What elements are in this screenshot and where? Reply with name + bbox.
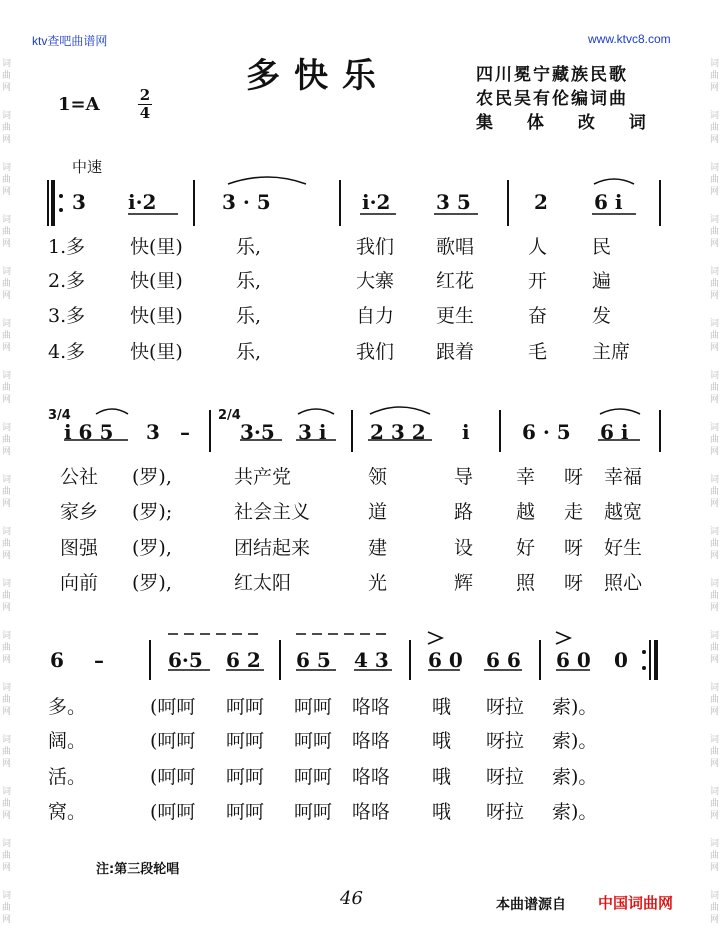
s2-v1-7: 呀 (564, 466, 584, 488)
s2-v2-6: 越 (516, 501, 536, 523)
side-watermark-glyph: 曲 (710, 903, 720, 913)
s2-v3-1: 图强 (60, 537, 99, 559)
side-watermark-glyph: 网 (710, 343, 720, 353)
side-watermark-glyph: 网 (2, 447, 12, 457)
side-watermark-glyph: 词 (2, 631, 12, 641)
side-watermark-glyph: 网 (710, 239, 720, 249)
side-watermark-glyph: 曲 (2, 227, 12, 237)
side-watermark-glyph: 曲 (710, 383, 720, 393)
side-watermark-glyph: 网 (710, 187, 720, 197)
side-watermark-glyph: 词 (710, 423, 720, 433)
s1-v1-2: 快(里) (130, 236, 183, 258)
s2-v2-1: 家乡 (60, 501, 99, 523)
side-watermark-glyph: 网 (710, 447, 720, 457)
s3-v1-3: 呵呵 (226, 696, 265, 718)
s1-note-7: 6 i (594, 190, 623, 214)
s2-v3-6: 好 (516, 537, 536, 559)
side-watermark-glyph: 曲 (710, 695, 720, 705)
side-watermark-glyph: 曲 (2, 279, 12, 289)
s1-v1-7: 民 (592, 236, 612, 258)
s2-v1-5: 导 (454, 466, 474, 488)
side-watermark-glyph: 词 (2, 59, 12, 69)
side-watermark-glyph: 曲 (710, 71, 720, 81)
s3-v1-6: 哦 (432, 696, 452, 718)
s3-v3-5: 咯咯 (352, 766, 391, 788)
s3-v3-6: 哦 (432, 766, 452, 788)
s1-v2-1: 2.多 (48, 270, 86, 292)
s3-v3-3: 呵呵 (226, 766, 265, 788)
s3-v4-5: 咯咯 (352, 801, 391, 823)
side-watermark-glyph: 曲 (2, 487, 12, 497)
s1-v1-6: 人 (528, 236, 548, 258)
s3-v3-2: (呵呵 (150, 766, 196, 788)
s3-note-10: 0 (614, 648, 628, 672)
s2-v3-2: (罗), (132, 537, 172, 559)
side-watermark-glyph: 词 (710, 267, 720, 277)
s3-note-9: 6 0 (556, 648, 591, 672)
side-watermark-glyph: 词 (710, 59, 720, 69)
side-watermark-glyph: 曲 (710, 331, 720, 341)
credit-line-3: 集 体 改 词 (476, 113, 660, 133)
side-watermark-glyph: 曲 (2, 435, 12, 445)
side-watermark-glyph: 词 (2, 683, 12, 693)
side-watermark-glyph: 网 (710, 915, 720, 925)
side-watermark-glyph: 曲 (2, 851, 12, 861)
key-signature: 1=A (58, 94, 100, 115)
side-watermark-glyph: 曲 (2, 331, 12, 341)
source-site-link[interactable]: 中国词曲网 (598, 894, 674, 912)
side-watermark-glyph: 网 (2, 655, 12, 665)
side-watermark-glyph: 曲 (710, 487, 720, 497)
side-watermark-glyph: 词 (710, 839, 720, 849)
side-watermark-glyph: 词 (2, 371, 12, 381)
s2-note-5: 3 i (298, 420, 327, 444)
s2-note-4: 3·5 (240, 420, 275, 444)
s1-v2-7: 遍 (592, 270, 612, 292)
side-watermark-glyph: 词 (710, 475, 720, 485)
side-watermark-glyph: 网 (710, 655, 720, 665)
side-watermark-glyph: 曲 (710, 123, 720, 133)
side-watermark-glyph: 词 (2, 891, 12, 901)
side-watermark-glyph: 曲 (710, 747, 720, 757)
side-watermark-glyph: 词 (710, 163, 720, 173)
s1-note-5: 3 5 (436, 190, 471, 214)
s3-v2-6: 哦 (432, 730, 452, 752)
s1-v2-6: 开 (528, 270, 548, 292)
s3-note-3: 6·5 (168, 648, 203, 672)
side-watermark-glyph: 词 (710, 631, 720, 641)
s3-v2-7: 呀拉 (486, 730, 525, 752)
s1-v3-3: 乐, (236, 305, 262, 327)
s2-v4-1: 向前 (60, 572, 99, 594)
s3-v1-5: 咯咯 (352, 696, 391, 718)
s2-v2-2: (罗); (132, 501, 173, 523)
s1-v4-2: 快(里) (130, 341, 183, 363)
side-watermark-glyph: 网 (2, 863, 12, 873)
s1-note-3: 3 · 5 (222, 190, 271, 214)
watermark-left: ktv查吧曲谱网 (32, 34, 108, 48)
side-watermark-glyph: 网 (2, 499, 12, 509)
s2-note-8: 6 · 5 (522, 420, 571, 444)
side-watermark-glyph: 曲 (710, 175, 720, 185)
side-watermark-glyph: 网 (710, 863, 720, 873)
s2-v2-4: 道 (368, 501, 388, 523)
s3-v3-4: 呵呵 (294, 766, 333, 788)
s1-v2-5: 红花 (436, 270, 475, 292)
s3-v2-8: 索)。 (552, 730, 598, 752)
s2-v2-7: 走 (564, 501, 584, 523)
s2-v3-4: 建 (368, 537, 388, 559)
side-watermark-glyph: 网 (2, 135, 12, 145)
s1-v1-4: 我们 (356, 236, 395, 258)
side-watermark-glyph: 网 (2, 551, 12, 561)
side-watermark-glyph: 网 (710, 759, 720, 769)
s3-v4-3: 呵呵 (226, 801, 265, 823)
s3-v1-8: 索)。 (552, 696, 598, 718)
side-watermark-glyph: 曲 (710, 227, 720, 237)
side-watermark-glyph: 词 (710, 683, 720, 693)
side-watermark-glyph: 词 (2, 319, 12, 329)
s2-note-9: 6 i (600, 420, 629, 444)
s3-v4-1: 窝。 (48, 801, 87, 823)
s2-v3-8: 好生 (604, 537, 643, 559)
s3-note-4: 6 2 (226, 648, 261, 672)
side-watermark-glyph: 曲 (710, 799, 720, 809)
side-watermark-glyph: 曲 (710, 591, 720, 601)
s1-v4-7: 主席 (592, 341, 631, 363)
side-watermark-glyph: 曲 (2, 591, 12, 601)
s3-v2-3: 呵呵 (226, 730, 265, 752)
s2-v4-6: 照 (516, 572, 536, 594)
side-watermark-glyph: 词 (710, 787, 720, 797)
side-watermark-glyph: 网 (2, 915, 12, 925)
side-watermark-glyph: 词 (2, 267, 12, 277)
s2-time-change-1: 3/4 (48, 408, 71, 423)
s2-v4-3: 红太阳 (234, 572, 292, 594)
s2-v1-4: 领 (368, 466, 388, 488)
s1-v4-6: 毛 (528, 341, 548, 363)
s1-v1-1: 1.多 (48, 236, 86, 258)
s3-note-5: 6 5 (296, 648, 331, 672)
side-watermark-glyph: 网 (2, 187, 12, 197)
side-watermark-glyph: 网 (710, 135, 720, 145)
s2-v3-5: 设 (454, 537, 474, 559)
s1-v3-5: 更生 (436, 305, 475, 327)
side-watermark-glyph: 词 (2, 423, 12, 433)
s1-v4-5: 跟着 (436, 341, 475, 363)
s1-v3-1: 3.多 (48, 305, 86, 327)
s3-v4-2: (呵呵 (150, 801, 196, 823)
side-watermark-glyph: 词 (2, 475, 12, 485)
side-watermark-glyph: 曲 (2, 175, 12, 185)
s1-v4-1: 4.多 (48, 341, 86, 363)
s3-note-1: 6 (50, 648, 64, 672)
s1-v3-6: 奋 (528, 305, 548, 327)
side-watermark-glyph: 词 (2, 527, 12, 537)
side-watermark-glyph: 曲 (2, 695, 12, 705)
s3-v4-4: 呵呵 (294, 801, 333, 823)
s3-v4-6: 哦 (432, 801, 452, 823)
s2-note-6: 2 3 2 (370, 420, 426, 444)
side-watermark-glyph: 网 (710, 811, 720, 821)
side-watermark-glyph: 词 (710, 319, 720, 329)
s3-note-8: 6 6 (486, 648, 521, 672)
side-watermark-glyph: 网 (2, 239, 12, 249)
s1-note-2: i·2 (128, 190, 157, 214)
s2-v1-1: 公社 (60, 466, 99, 488)
s1-v2-4: 大寨 (356, 270, 395, 292)
s2-v2-5: 路 (454, 501, 474, 523)
side-watermark-glyph: 词 (2, 111, 12, 121)
s1-note-4: i·2 (362, 190, 391, 214)
side-watermark-glyph: 词 (710, 891, 720, 901)
side-watermark-glyph: 网 (710, 499, 720, 509)
s3-v1-1: 多。 (48, 696, 87, 718)
side-watermark-glyph: 网 (2, 707, 12, 717)
s2-note-7: i (462, 420, 470, 444)
s2-v4-8: 照心 (604, 572, 643, 594)
s3-v2-4: 呵呵 (294, 730, 333, 752)
side-watermark-glyph: 网 (2, 759, 12, 769)
s2-v1-8: 幸福 (604, 466, 643, 488)
time-numerator: 2 (139, 86, 151, 104)
side-watermark-glyph: 曲 (2, 539, 12, 549)
s1-v3-4: 自力 (356, 305, 395, 327)
s2-v4-4: 光 (368, 572, 388, 594)
watermark-right: www.ktvc8.com (588, 32, 671, 46)
s2-v4-7: 呀 (564, 572, 584, 594)
side-watermark-glyph: 曲 (710, 539, 720, 549)
side-watermark-glyph: 曲 (2, 643, 12, 653)
side-watermark-glyph: 网 (2, 811, 12, 821)
s3-v4-7: 呀拉 (486, 801, 525, 823)
footnote: 注:第三段轮唱 (96, 862, 180, 877)
s2-v4-5: 辉 (454, 572, 474, 594)
side-watermark-glyph: 网 (2, 395, 12, 405)
side-watermark-glyph: 曲 (2, 903, 12, 913)
side-watermark-glyph: 网 (710, 395, 720, 405)
s3-v1-7: 呀拉 (486, 696, 525, 718)
side-watermark-glyph: 词 (710, 215, 720, 225)
s2-v3-3: 团结起来 (234, 537, 311, 559)
side-watermark-glyph: 曲 (710, 643, 720, 653)
s1-v2-2: 快(里) (130, 270, 183, 292)
s3-v4-8: 索)。 (552, 801, 598, 823)
s2-v3-7: 呀 (564, 537, 584, 559)
side-watermark-glyph: 词 (710, 111, 720, 121)
s1-note-6: 2 (534, 190, 548, 214)
side-watermark-glyph: 曲 (2, 71, 12, 81)
side-watermark-glyph: 曲 (710, 435, 720, 445)
s1-note-1: 3 (72, 190, 86, 214)
time-denominator: 4 (139, 104, 151, 122)
s3-v2-5: 咯咯 (352, 730, 391, 752)
s1-v3-7: 发 (592, 305, 612, 327)
s2-v4-2: (罗), (132, 572, 172, 594)
side-watermark-glyph: 曲 (2, 747, 12, 757)
s2-note-1: i 6 5 (64, 420, 114, 444)
s2-note-3: – (180, 420, 190, 444)
s1-v1-5: 歌唱 (436, 236, 475, 258)
credit-line-2: 农民吴有伦编词曲 (476, 89, 628, 109)
side-watermark-glyph: 词 (710, 371, 720, 381)
side-watermark-glyph: 网 (710, 83, 720, 93)
side-watermark-glyph: 词 (710, 735, 720, 745)
side-watermark-glyph: 曲 (2, 123, 12, 133)
s3-v1-4: 呵呵 (294, 696, 333, 718)
s3-v3-8: 索)。 (552, 766, 598, 788)
s3-v3-7: 呀拉 (486, 766, 525, 788)
side-watermark-glyph: 词 (2, 215, 12, 225)
s3-note-2: – (94, 648, 104, 672)
side-watermark-glyph: 网 (710, 603, 720, 613)
side-watermark-glyph: 词 (2, 787, 12, 797)
side-watermark-glyph: 网 (710, 707, 720, 717)
side-watermark-glyph: 曲 (710, 279, 720, 289)
s1-v3-2: 快(里) (130, 305, 183, 327)
s3-v1-2: (呵呵 (150, 696, 196, 718)
s3-note-7: 6 0 (428, 648, 463, 672)
side-watermark-glyph: 词 (2, 579, 12, 589)
tempo-marking: 中速 (72, 158, 103, 176)
side-watermark-glyph: 曲 (2, 799, 12, 809)
page-number: 46 (340, 888, 363, 909)
side-watermark-glyph: 网 (710, 551, 720, 561)
side-watermark-glyph: 词 (710, 527, 720, 537)
credit-line-1: 四川冕宁藏族民歌 (476, 65, 628, 85)
s2-v1-3: 共产党 (234, 466, 292, 488)
side-watermark-glyph: 网 (2, 83, 12, 93)
side-watermark-glyph: 词 (710, 579, 720, 589)
source-label: 本曲谱源自 (496, 897, 566, 913)
s3-v2-2: (呵呵 (150, 730, 196, 752)
side-watermark-glyph: 词 (2, 839, 12, 849)
song-title: 多快乐 (246, 56, 390, 96)
side-watermark-glyph: 曲 (710, 851, 720, 861)
s3-v2-1: 阔。 (48, 730, 87, 752)
side-watermark-glyph: 曲 (2, 383, 12, 393)
side-watermark-glyph: 网 (2, 343, 12, 353)
s2-v1-6: 幸 (516, 466, 536, 488)
s1-v4-4: 我们 (356, 341, 395, 363)
s3-note-6: 4 3 (354, 648, 389, 672)
s2-note-2: 3 (146, 420, 160, 444)
s1-v2-3: 乐, (236, 270, 262, 292)
s2-time-change-2: 2/4 (218, 408, 241, 423)
side-watermark-glyph: 网 (710, 291, 720, 301)
side-watermark-glyph: 网 (2, 291, 12, 301)
s1-v4-3: 乐, (236, 341, 262, 363)
side-watermark-glyph: 网 (2, 603, 12, 613)
s3-v3-1: 活。 (48, 766, 87, 788)
s1-v1-3: 乐, (236, 236, 262, 258)
side-watermark-glyph: 词 (2, 163, 12, 173)
side-watermark-glyph: 词 (2, 735, 12, 745)
s2-v2-8: 越宽 (604, 501, 643, 523)
s2-v2-3: 社会主义 (234, 501, 311, 523)
s2-v1-2: (罗), (132, 466, 172, 488)
